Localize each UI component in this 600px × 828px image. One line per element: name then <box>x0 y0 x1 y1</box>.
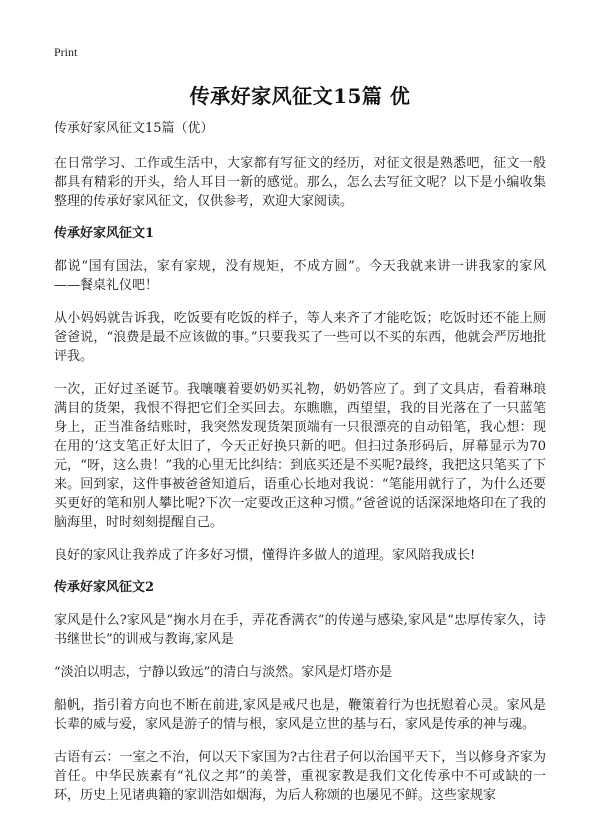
page-title: 传承好家风征文15篇 优 <box>189 84 411 108</box>
paragraph: 都说“国有国法，家有家规，没有规矩，不成方圆”。今天我就来讲一讲我家的家风——餐桌礼仪吧！ <box>54 259 546 293</box>
paragraph: 家风是什么?家风是“掬水月在手，弄花香满衣”的传递与感染,家风是“忠厚传家久，诗书继世长”的训戒与教诲,家风是 <box>54 613 546 647</box>
paragraph: “淡泊以明志，宁静以致远”的清白与淡然。家风是灯塔亦是 <box>54 665 393 680</box>
paragraph: 良好的家风让我养成了许多好习惯，懂得许多做人的道理。家风陪我成长! <box>54 548 476 563</box>
paragraph: 从小妈妈就告诉我，吃饭要有吃饭的样子，等人来齐了才能吃饭；吃饭时还不能上厕爸爸说，“浪费是最不应该做的事。”只要我买了一些可以不买的东西，他就会严厉地批评我。 <box>54 311 546 364</box>
paragraph: 古语有云：一室之不治，何以天下家国为?古往君子何以治国平天下，当以修身齐家为首任。中华民族素有“礼仪之邦”的美誉，重视家教是我们文化传承中不可或缺的一环，历史上见诸典籍的家训浩如烟海，为后人称颂的也屡见不鲜。这些家规家 <box>54 750 546 803</box>
intro-paragraph: 在日常学习、工作或生活中，大家都有写征文的经历，对征文很是熟悉吧，征文一般都具有精彩的开头，给人耳目一新的感觉。那么，怎么去写征文呢？以下是小编收集整理的传承好家风征文，仅供参考，欢迎大家阅读。 <box>54 156 546 209</box>
paragraph: 一次，正好过圣诞节。我嚷嚷着要奶奶买礼物，奶奶答应了。到了文具店，看着琳琅满目的货架，我恨不得把它们全买回去。东瞧瞧，西望望，我的目光落在了一只蓝笔身上，正当准备结账时，我突然发现货架顶端有一只很漂亮的自动铅笔，我心想：现在用的‘这支笔正好太旧了，今天正好换只新的吧。但扫过条形码后，屏幕显示为70元，“呀，这么贵！”我的心里无比纠结：到底买还是不买呢?最终，我把这只笔买了下来。回到家，这件事被爸爸知道后，语重心长地对我说：“笔能用就行了，为什么还要买更好的笔和别人攀比呢?下次一定要改正这种习惯。”爸爸说的话深深地烙印在了我的脑海里，时时刻刻提醒自己。 <box>54 382 546 530</box>
paragraph: 船帆，指引着方向也不断在前进,家风是戒尺也是，鞭策着行为也抚慰着心灵。家风是长辈的威与爱，家风是游子的情与根，家风是立世的基与石，家风是传承的神与魂。 <box>54 698 546 732</box>
print-label: Print <box>54 45 78 59</box>
subtitle: 传承好家风征文15篇（优） <box>54 121 214 136</box>
document-body <box>54 120 546 819</box>
section-heading-2: 传承好家风征文2 <box>54 580 155 595</box>
section-heading-1: 传承好家风征文1 <box>54 226 155 241</box>
